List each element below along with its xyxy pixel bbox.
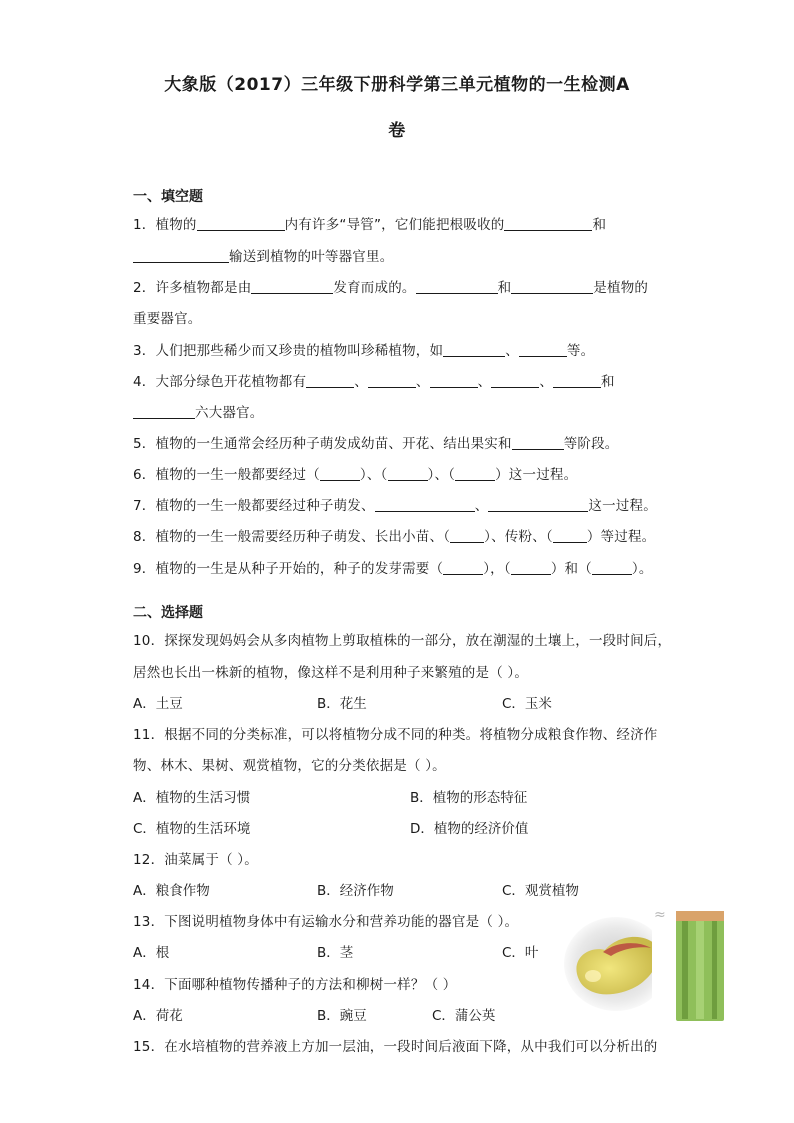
question-10-line-1: 10．探探发现妈妈会从多肉植物上剪取植株的一部分，放在潮湿的土壤上，一段时间后， [133,633,672,649]
answer-blank[interactable] [197,216,285,231]
option-c[interactable]: C．叶 [502,945,539,961]
answer-blank[interactable] [491,373,539,388]
section-heading-multiple-choice: 二、选择题 [133,605,203,621]
question-10-line-2: 居然也长出一株新的植物，像这样不是利用种子来繁殖的是（ ）。 [133,665,529,681]
option-c[interactable]: C．植物的生活环境 [133,821,251,837]
question-5: 5．植物的一生通常会经历种子萌发成幼苗、开花、结出果实和 等阶段。 [133,436,619,452]
question-2-line-1: 2．许多植物都是由 发育而成的。 和 是植物的 [133,280,649,296]
question-9: 9．植物的一生是从种子开始的，种子的发芽需要（ ），（ ）和（ ）。 [133,561,653,577]
question-14: 14．下面哪种植物传播种子的方法和柳树一样？（ ） [133,977,457,993]
option-c[interactable]: C．观赏植物 [502,883,579,899]
option-b[interactable]: B．植物的形态特征 [410,790,528,806]
question-13: 13．下图说明植物身体中有运输水分和营养功能的器官是（ ）。 [133,914,519,930]
svg-text:≈: ≈ [654,907,666,923]
answer-blank[interactable] [553,528,587,543]
question-6: 6．植物的一生一般都要经过（ ）、（ ）、（ ）这一过程。 [133,467,578,483]
answer-blank[interactable] [368,373,416,388]
stem-section-image [652,905,752,1023]
answer-blank[interactable] [511,560,551,575]
answer-blank[interactable] [519,342,567,357]
question-4-line-2: 六大器官。 [133,401,264,421]
answer-blank[interactable] [133,404,195,419]
question-1-line-2: 输送到植物的叶等器官里。 [133,245,393,265]
answer-blank[interactable] [455,466,495,481]
question-11-line-1: 11．根据不同的分类标准，可以将植物分成不同的种类。将植物分成粮食作物、经济作 [133,727,658,743]
option-c[interactable]: C．蒲公英 [432,1008,496,1024]
answer-blank[interactable] [430,373,478,388]
page-title: 大象版（2017）三年级下册科学第三单元植物的一生检测A [164,75,630,95]
section-heading-fill-blank: 一、填空题 [133,189,203,205]
option-b[interactable]: B．花生 [317,696,367,712]
answer-blank[interactable] [512,435,564,450]
option-a[interactable]: A．植物的生活习惯 [133,790,251,806]
answer-blank[interactable] [251,279,333,294]
question-1-line-1: 1．植物的 内有许多“导管”，它们能把根吸收的 和 [133,217,607,233]
answer-blank[interactable] [375,497,475,512]
answer-blank[interactable] [511,279,593,294]
option-b[interactable]: B．豌豆 [317,1008,367,1024]
option-d[interactable]: D．植物的经济价值 [410,821,529,837]
answer-blank[interactable] [450,528,484,543]
answer-blank[interactable] [592,560,632,575]
question-7: 7．植物的一生一般都要经过种子萌发、 、 这一过程。 [133,498,657,514]
option-a[interactable]: A．荷花 [133,1008,183,1024]
answer-blank[interactable] [443,560,483,575]
answer-blank[interactable] [443,342,505,357]
question-3: 3．人们把那些稀少而又珍贵的植物叫珍稀植物，如 、 等。 [133,343,595,359]
answer-blank[interactable] [553,373,601,388]
answer-blank[interactable] [504,216,592,231]
question-11-line-2: 物、林木、果树、观赏植物，它的分类依据是（ ）。 [133,758,446,774]
question-15-line-1: 15．在水培植物的营养液上方加一层油，一段时间后液面下降，从中我们可以分析出的 [133,1039,658,1055]
page-title-continued: 卷 [388,121,406,141]
answer-blank[interactable] [133,248,229,263]
option-c[interactable]: C．玉米 [502,696,552,712]
option-a[interactable]: A．根 [133,945,170,961]
question-12: 12．油菜属于（ ）。 [133,852,258,868]
option-b[interactable]: B．经济作物 [317,883,394,899]
option-b[interactable]: B．茎 [317,945,354,961]
option-a[interactable]: A．土豆 [133,696,183,712]
answer-blank[interactable] [306,373,354,388]
option-a[interactable]: A．粮食作物 [133,883,210,899]
answer-blank[interactable] [416,279,498,294]
question-2-line-2: 重要器官。 [133,311,202,327]
answer-blank[interactable] [388,466,428,481]
answer-blank[interactable] [320,466,360,481]
question-4-line-1: 4．大部分绿色开花植物都有 、 、 、 、 和 [133,374,615,390]
answer-blank[interactable] [488,497,588,512]
question-8: 8．植物的一生一般需要经历种子萌发、长出小苗、（ ）、传粉、（ ）等过程。 [133,529,656,545]
